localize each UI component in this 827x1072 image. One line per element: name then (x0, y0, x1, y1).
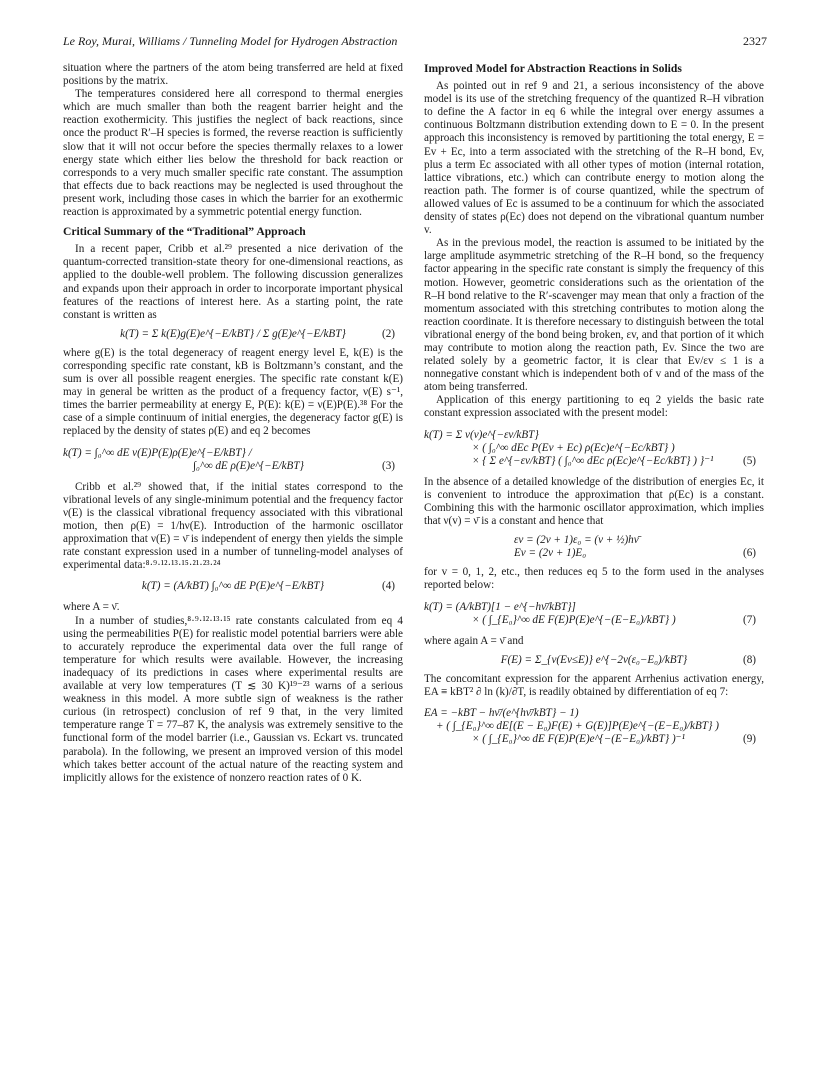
paragraph: where g(E) is the total degeneracy of reagent energy level E, k(E) is the corresponding specific rate constant, kB is Boltzmann’s constant, and the sum is over all possible reagent energies. The specific rate constant k(E) may in general be written as the product of a frequency factor, ν(E) s⁻¹, times the barrier permeability at energy E, P(E): k(E) = ν(E)P(E).³⁸ For the case of a simple continuum of initial energies, the degeneracy factor g(E) is replaced by the density of states ρ(E) and eq 2 becomes (63, 346, 403, 438)
paragraph: In the absence of a detailed knowledge of the distribution of energies Ec, it is convenient to introduce the approximation that ρ(Ec) is a constant. Combining this with the harmonic oscillator approximation, which implies that ν(v) = ν̄ is a constant and hence that (424, 475, 764, 528)
equation-2: k(T) = Σ k(E)g(E)e^{−E/kBT} / Σ g(E)e^{−E/kBT} (2) (120, 327, 395, 340)
equation-7: k(T) = (A/kBT)[1 − e^{−hν̄/kBT}] × ( ∫_{E₀}^∞ dE F(E)P(E)e^{−(E−E₀)/kBT} ) (7) (424, 600, 756, 626)
section-heading: Critical Summary of the “Traditional” Approach (63, 225, 306, 239)
equation-8: F(E) = Σ_{v(Ev≤E)} e^{−2v(ε₀−E₀)/kBT} (8) (500, 653, 756, 666)
equation-4: k(T) = (A/kBT) ∫₀^∞ dE P(E)e^{−E/kBT} (4) (141, 580, 395, 593)
paragraph: In a number of studies,⁸·⁹·¹²·¹³·¹⁵ rate constants calculated from eq 4 using the permeabilities P(E) for realistic model potential barriers were able to accurately reproduce the experimental data over the full range of temperature for which results were available. However, the increasing inadequacy of its predictions in cases where experimental results are available at very low temperatures (T ≲ 30 K)¹⁹⁻²³ warns of a serious weakness in this model. A more subtle sign of weakness is the rather curious (in retrospect) conclusion of ref 9 that, in the very limited temperature range T = 77–87 K, the analysis was extremely sensitive to the functional form of the model barrier (i.e., Gaussian vs. Eckart vs. truncated parabola). In the following, we present an improved version of this model which takes better account of the actual nature of the reacting system and implicitly allows for the existence of nonzero reaction rates of 0 K. (63, 614, 403, 784)
paragraph: The temperatures considered here all correspond to thermal energies which are much smaller than both the reagent barrier height and the reaction exothermicity. This justifies the neglect of back reactions, since once the product R′–H species is formed, the reverse reaction is sufficiently slow that it will not occur before the species thermally relaxes to a lower energy state which either lies below the threshold for back reaction or corresponds to a very much smaller specific rate constant. The assumption that effects due to back reactions may be neglected is used throughout the present work, including those cases in which the barrier for an exothermic reaction is approximated by a symmetric potential energy function. (63, 88, 403, 219)
paragraph: As pointed out in ref 9 and 21, a serious inconsistency of the above model is its use of the stretching frequency of the quantized R–H vibration to define the A factor in eq 6 while the integral over energy assumes a continuous Boltzmann distribution extending down to E = 0. In the present approach this inconsistency is removed by partitioning the total energy, E = Ev + Ec, into a term associated with the stretching of the R–H bond, Ev, plus a term Ec associated with all other types of motion (internal rotation, lattice vibrations, etc.) which can contribute energy to motion along the reaction path. The former is of course quantized, while the spectrum of allowed values of Ec is assumed to be a continuum for which the associated density of states ρ(Ec) does not depend on the vibrational quantum number v. (424, 80, 764, 237)
equation-number: (3) (382, 459, 395, 472)
left-column (63, 62, 403, 785)
paragraph: where again A = ν̄ and (424, 634, 524, 647)
right-column (424, 62, 764, 754)
equation-number: (6) (743, 547, 756, 560)
section-heading: Improved Model for Abstraction Reactions in Solids (424, 62, 682, 75)
equation-number: (4) (382, 580, 395, 593)
paragraph: where A = ν̄. (63, 601, 120, 614)
equation-3: k(T) = ∫₀^∞ dE ν(E)P(E)ρ(E)e^{−E/kBT} / ∫₀^∞ dE ρ(E)e^{−E/kBT} (3) (63, 446, 395, 472)
equation-number: (2) (382, 327, 395, 340)
paragraph: Cribb et al.²⁹ showed that, if the initial states correspond to the vibrational levels of any single-minimum potential and the frequency factor ν(E) is the classical vibrational frequency associated with this vibrational motion, then ρ(E) = 1/hν(E). Introduction of the harmonic oscillator approximation that ν(E) = ν̄ is independent of energy then yields the simple rate constant expression used in a number of tunneling-model analyses of experimental data:⁸·⁹·¹²·¹³·¹⁵·²¹·²³·²⁴ (63, 480, 403, 572)
paragraph: for v = 0, 1, 2, etc., then reduces eq 5 to the form used in the analyses reported below: (424, 566, 764, 592)
equation-number: (7) (743, 613, 756, 626)
paragraph: Application of this energy partitioning to eq 2 yields the basic rate constant expression associated with the present model: (424, 394, 764, 420)
equation-number: (5) (743, 454, 756, 467)
equation-6: εv = (2v + 1)ε₀ = (v + ½)hν̄ Ev = (2v + 1)E₀ (6) (514, 534, 756, 560)
paragraph: situation where the partners of the atom being transferred are held at fixed positions by the matrix. (63, 62, 403, 88)
paragraph: In a recent paper, Cribb et al.²⁹ presented a nice derivation of the quantum-corrected transition-state theory for one-dimensional reactions, as applied to the double-well problem. The following discussion generalizes and expands upon their approach in order to incorporate important physical features of the reactions of interest here. As a starting point, the rate constant is written as (63, 243, 403, 321)
equation-5: k(T) = Σ ν(v)e^{−εv/kBT} × ( ∫₀^∞ dEc P(Ev + Ec) ρ(Ec)e^{−Ec/kBT} ) × { Σ e^{−εv/kBT} ( ∫₀^∞ dEc ρ(Ec)e^{−Ec/kBT} ) }⁻¹ (5) (424, 428, 756, 467)
page-number: 2327 (743, 34, 767, 48)
paragraph: The concomitant expression for the apparent Arrhenius activation energy, EA ≡ kBT² ∂ ln (k)/∂T, is readily obtained by differentiation of eq 7: (424, 672, 764, 699)
equation-number: (8) (743, 653, 756, 666)
equation-number: (9) (743, 733, 756, 746)
paragraph: As in the previous model, the reaction is assumed to be initiated by the large amplitude asymmetric stretching of the R–H bond, so the frequency factor appearing in the specific rate constant is simply the frequency of this motion. However, geometric considerations such as the orientation of the R–H bond relative to the R′-scavenger may mean that only a fraction of the momentum associated with this stretching contributes to motion along the reaction coordinate. It is therefore necessary to distinguish between the total vibrational energy of the bond being broken, εv, and that portion of it which may contribute to motion along the reaction path, Ev. Since the two are related solely by a geometric factor, it is clear that Ev/εv ≤ 1 is a nonnegative constant which is independent both of v and of the mass of the atom being transferred. (424, 237, 764, 394)
equation-9: EA = −kBT − hν̄/(e^{hν̄/kBT} − 1) + ( ∫_{E₀}^∞ dE[(E − E₀)F(E) + G(E)]P(E)e^{−(E−E₀)/kBT} ) × ( ∫_{E₀}^∞ dE F(E)P(E)e^{−(E−E₀)/kBT} )⁻¹ (9) (424, 707, 756, 746)
running-title: Le Roy, Murai, Williams / Tunneling Model for Hydrogen Abstraction (63, 34, 398, 48)
running-header (63, 34, 767, 50)
